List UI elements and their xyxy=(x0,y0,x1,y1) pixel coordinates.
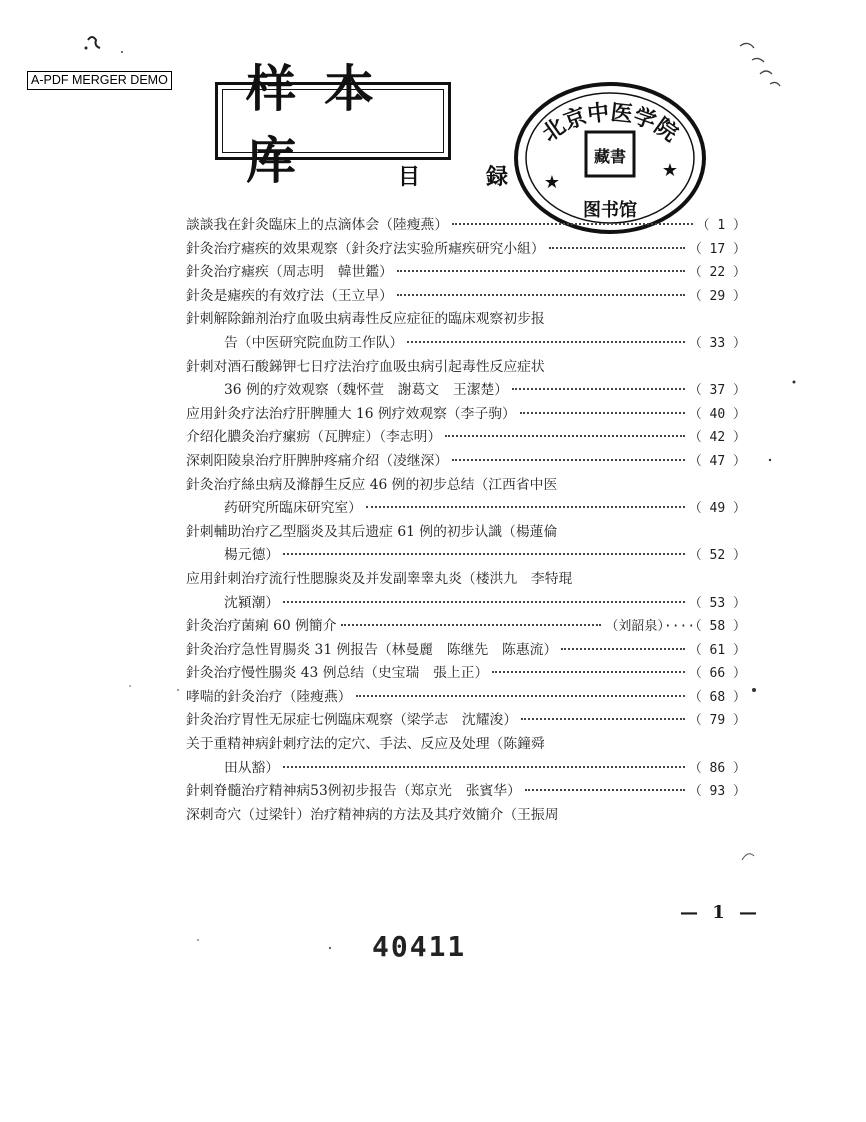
toc-entry xyxy=(186,686,746,710)
toc-leader-dots xyxy=(397,294,685,296)
table-of-contents xyxy=(186,214,746,827)
seal-star-icon: ★ xyxy=(543,172,561,193)
toc-entry-title: 应用針刺治疗流行性腮腺炎及并发副睾睾丸炎（楼洪九 李特琨 xyxy=(186,570,573,587)
toc-entry xyxy=(186,403,746,427)
toc-entry-title: 田从豁） xyxy=(224,759,280,776)
toc-entry-title: 針灸治疗瘧疾的效果观察（針灸疗法实验所瘧疾研究小組） xyxy=(186,240,545,257)
toc-entry xyxy=(186,804,746,828)
toc-entry-page: （ 61 ） xyxy=(688,642,746,658)
toc-entry-page: （ 1 ） xyxy=(696,218,746,233)
toc-entry-title: 針刺解除錦剂治疗血吸虫病毒性反应症征的臨床观察初步报 xyxy=(186,311,545,328)
toc-entry-page: （ 93 ） xyxy=(688,784,746,800)
toc-entry-title: 針灸治疗瘧疾（周志明 韓世鑑） xyxy=(186,264,393,281)
toc-leader-dots xyxy=(492,671,684,673)
toc-entry-page: （刘韶泉）····（ 58 ） xyxy=(605,619,746,635)
library-seal xyxy=(506,68,714,238)
toc-entry xyxy=(186,709,746,733)
toc-entry xyxy=(186,757,746,781)
toc-entry-title: 針灸治疗胃性无尿症七例臨床观察（梁学志 沈耀浚） xyxy=(186,712,518,729)
toc-entry-title: 針灸治疗絲虫病及滌靜生反应 46 例的初步总结（江西省中医 xyxy=(186,476,558,493)
toc-entry-page: （ 47 ） xyxy=(688,453,746,469)
toc-leader-dots xyxy=(356,695,685,697)
toc-entry-page: （ 53 ） xyxy=(688,595,746,611)
toc-entry-title: 談談我在針灸臨床上的点滴体会（陸瘦燕） xyxy=(186,217,449,233)
toc-entry xyxy=(186,733,746,757)
seal-center-text: 藏書 xyxy=(593,147,627,166)
toc-entry xyxy=(186,639,746,663)
toc-entry-title: 針刺对酒石酸銻钾七日疗法治疗血吸虫病引起毒性反应症状 xyxy=(186,358,545,375)
toc-entry-page: （ 17 ） xyxy=(688,241,746,257)
toc-leader-dots xyxy=(525,789,685,791)
stamp-title-text: 样本库 xyxy=(246,59,402,190)
toc-entry-title: 針灸治疗急性胃腸炎 31 例报告（林曼麗 陈继先 陈惠流） xyxy=(186,641,558,658)
sample-library-stamp xyxy=(215,59,451,190)
toc-entry-page: （ 33 ） xyxy=(688,335,746,351)
watermark: A-PDF MERGER DEMO xyxy=(27,71,172,90)
toc-entry xyxy=(186,285,746,309)
toc-leader-dots xyxy=(512,388,685,390)
toc-entry xyxy=(186,426,746,450)
toc-entry xyxy=(186,497,746,521)
toc-entry-title: 針刺脊髓治疗精神病53例初步报告（郑京光 张賓华） xyxy=(186,783,521,800)
toc-entry-title: 深刺奇穴（过梁针）治疗精神病的方法及其疗效簡介（王振周 xyxy=(186,806,559,823)
toc-entry-page: （ 49 ） xyxy=(688,501,746,517)
toc-entry-title: 深刺阳陵泉治疗肝脾肿疼痛介绍（凌继深） xyxy=(186,452,449,469)
toc-leader-dots xyxy=(452,459,685,461)
toc-entry-page: （ 40 ） xyxy=(688,406,746,422)
toc-entry-title: 針刺輔助治疗乙型腦炎及其后遗症 61 例的初步认識（楊蓮倫 xyxy=(186,523,558,540)
toc-leader-dots xyxy=(520,412,685,414)
toc-entry-title: 36 例的疗效观察（魏怀萱 謝葛文 王潔楚） xyxy=(224,382,509,399)
toc-entry xyxy=(186,261,746,285)
toc-entry-page: （ 22 ） xyxy=(688,265,746,281)
toc-entry-title: 針灸治疗慢性腸炎 43 例总结（史宝瑞 張上正） xyxy=(186,665,489,682)
toc-leader-dots xyxy=(549,247,685,249)
toc-entry xyxy=(186,568,746,592)
contents-heading-char2: 録 xyxy=(486,164,509,190)
seal-star-icon: ★ xyxy=(661,160,679,181)
toc-entry xyxy=(186,308,746,332)
toc-entry xyxy=(186,379,746,403)
toc-entry xyxy=(186,780,746,804)
toc-entry-title: 針灸治疗菌痢 60 例簡介 xyxy=(186,618,337,635)
toc-entry xyxy=(186,521,746,545)
toc-entry-page: （ 29 ） xyxy=(688,288,746,304)
toc-entry-title: 关于重精神病針刺疗法的定穴、手法、反应及处理（陈鐘舜 xyxy=(186,736,545,753)
toc-entry-title: 药研究所臨床研究室） xyxy=(224,500,362,517)
toc-entry-page: （ 68 ） xyxy=(688,689,746,705)
toc-leader-dots xyxy=(366,506,685,508)
toc-entry-page: （ 52 ） xyxy=(688,548,746,564)
toc-leader-dots xyxy=(341,624,602,626)
toc-entry xyxy=(186,238,746,262)
seal-arc-text: 北京中医学院 xyxy=(537,99,683,147)
toc-entry-page: （ 42 ） xyxy=(688,430,746,446)
toc-entry xyxy=(186,544,746,568)
toc-entry-title: 介绍化膿灸治疗瘰疬（瓦脾症）（李志明） xyxy=(186,429,442,446)
toc-entry-title: 針灸是瘧疾的有效疗法（王立早） xyxy=(186,287,393,304)
toc-entry xyxy=(186,662,746,686)
toc-entry xyxy=(186,592,746,616)
seal-bottom-text: 图书馆 xyxy=(583,200,637,221)
toc-entry-page: （ 37 ） xyxy=(688,383,746,399)
toc-leader-dots xyxy=(452,223,692,225)
toc-leader-dots xyxy=(283,553,685,555)
toc-leader-dots xyxy=(397,270,685,272)
toc-entry-title: 应用針灸疗法治疗肝脾腫大 16 例疗效观察（李子驹） xyxy=(186,405,516,422)
toc-leader-dots xyxy=(521,718,685,720)
toc-leader-dots xyxy=(445,435,684,437)
toc-leader-dots xyxy=(283,766,685,768)
page-number: — 1 — xyxy=(680,902,762,923)
contents-heading-char1: 目 xyxy=(398,164,421,190)
toc-entry-title: 哮喘的針灸治疗（陸瘦燕） xyxy=(186,688,352,705)
toc-entry xyxy=(186,332,746,356)
toc-leader-dots xyxy=(407,341,684,343)
accession-number: 40411 xyxy=(372,930,467,963)
toc-entry-title: 告（中医研究院血防工作队） xyxy=(224,334,404,351)
toc-leader-dots xyxy=(283,601,685,603)
toc-entry-page: （ 86 ） xyxy=(688,760,746,776)
toc-entry-page: （ 66 ） xyxy=(688,666,746,682)
toc-entry xyxy=(186,474,746,498)
toc-entry xyxy=(186,615,746,639)
toc-entry-title: 沈潁潮） xyxy=(224,594,280,611)
toc-entry-page: （ 79 ） xyxy=(688,713,746,729)
toc-entry-title: 楊元德） xyxy=(224,547,280,564)
toc-leader-dots xyxy=(561,648,684,650)
toc-entry xyxy=(186,214,746,238)
toc-entry xyxy=(186,356,746,380)
toc-entry xyxy=(186,450,746,474)
